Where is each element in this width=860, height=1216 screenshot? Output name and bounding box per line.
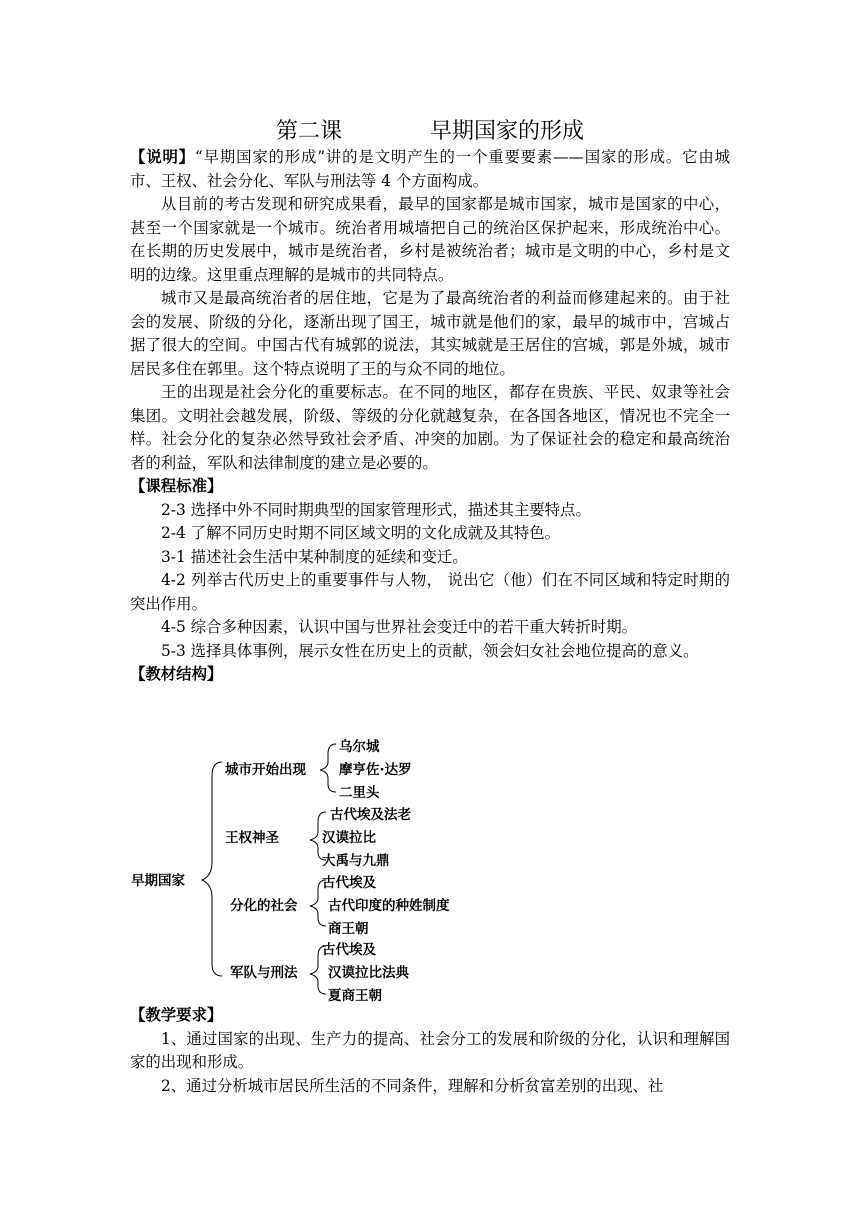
leaf-node: 古代埃及法老 bbox=[330, 807, 411, 823]
branch-node-3: 分化的社会 bbox=[230, 898, 298, 914]
leaf-node: 夏商王朝 bbox=[328, 988, 382, 1004]
leaf-node: 大禹与九鼎 bbox=[322, 853, 390, 869]
standard-item: 4-5 综合多种因素，认识中国与世界社会变迁中的若干重大转折时期。 bbox=[161, 618, 638, 636]
leaf-node: 汉谟拉比 bbox=[322, 830, 376, 846]
structure-heading: 【教材结构】 bbox=[130, 665, 223, 683]
requirements-heading: 【教学要求】 bbox=[130, 1006, 223, 1024]
branch-node-4: 军队与刑法 bbox=[230, 965, 298, 981]
requirement-item: 1、通过国家的出现、生产力的提高、社会分工的发展和阶级的分化，认识和理解国家的出现和形成。 bbox=[130, 1029, 730, 1071]
explanation-paragraph-4: 王的出现是社会分化的重要标志。在不同的地区，都存在贵族、平民、奴隶等社会集团。文明社会越发展，阶级、等级的分化就越复杂，在各国各地区，情况也不完全一样。社会分化的复杂必然导致社会矛盾、冲突的加剧。为了保证社会的稳定和最高统治者的利益，军队和法律制度的建立是必要的。 bbox=[130, 383, 730, 472]
root-brace bbox=[202, 762, 222, 976]
leaf-node: 古代埃及 bbox=[322, 875, 376, 891]
requirements-section bbox=[130, 1004, 730, 1098]
leaf-node: 古代印度的种姓制度 bbox=[328, 898, 450, 914]
title-lesson-number: 第二课 bbox=[275, 119, 342, 144]
standard-item: 3-1 描述社会生活中某种制度的延续和变迁。 bbox=[161, 547, 468, 566]
root-node: 早期国家 bbox=[131, 873, 185, 889]
branch-node-2: 王权神圣 bbox=[225, 830, 279, 846]
explanation-heading: 【说明】 bbox=[130, 148, 195, 166]
requirement-item: 2、通过分析城市居民所生活的不同条件，理解和分析贫富差别的出现、社 bbox=[161, 1076, 664, 1095]
explanation-paragraph-1: 【说明】“早期国家的形成”讲的是文明产生的一个重要要素——国家的形成。它由城市、王权、社会分化、军队与刑法等 4 个方面构成。 bbox=[130, 148, 730, 190]
standard-item: 5-3 选择具体事例，展示女性在历史上的贡献，领会妇女社会地位提高的意义。 bbox=[161, 641, 699, 660]
leaf-node: 摩亨佐·达罗 bbox=[339, 762, 412, 778]
branch-node-1: 城市开始出现 bbox=[225, 762, 306, 778]
explanation-paragraph-3: 城市又是最高统治者的居住地，它是为了最高统治者的利益而修建起来的。由于社会的发展、阶级的分化，逐渐出现了国王，城市就是他们的家，最早的城市中，宫城占据了很大的空间。中国古代有城郭的说法，其实城就是王居住的宫城，郭是外城，城市居民多住在郭里。这个特点说明了王的与众不同的地位。 bbox=[130, 289, 730, 378]
leaf-node: 商王朝 bbox=[328, 921, 369, 937]
standards-heading: 【课程标准】 bbox=[130, 477, 223, 495]
standard-item: 4-2 列举古代历史上的重要事件与人物， 说出它（他）们在不同区域和特定时期的突出作用。 bbox=[130, 571, 730, 613]
title-lesson-name: 早期国家的形成 bbox=[430, 119, 585, 144]
branch-brace-1 bbox=[320, 744, 336, 792]
standard-item: 2-3 选择中外不同时期典型的国家管理形式，描述其主要特点。 bbox=[161, 500, 591, 519]
standard-item: 2-4 了解不同历史时期不同区域文明的文化成就及其特色。 bbox=[161, 524, 561, 542]
explanation-paragraph-2: 从目前的考古发现和研究成果看，最早的国家都是城市国家，城市是国家的中心，甚至一个国家就是一个城市。统治者用城墙把自己的统治区保护起来，形成统治中心。在长期的历史发展中，城市是统治者，乡村是被统治者；城市是文明的中心，乡村是文明的边缘。这里重点理解的是城市的共同特点。 bbox=[130, 195, 730, 284]
leaf-node: 乌尔城 bbox=[339, 739, 380, 755]
leaf-node: 古代埃及 bbox=[322, 942, 376, 958]
leaf-node: 二里头 bbox=[339, 785, 380, 801]
leaf-node: 汉谟拉比法典 bbox=[328, 965, 409, 981]
